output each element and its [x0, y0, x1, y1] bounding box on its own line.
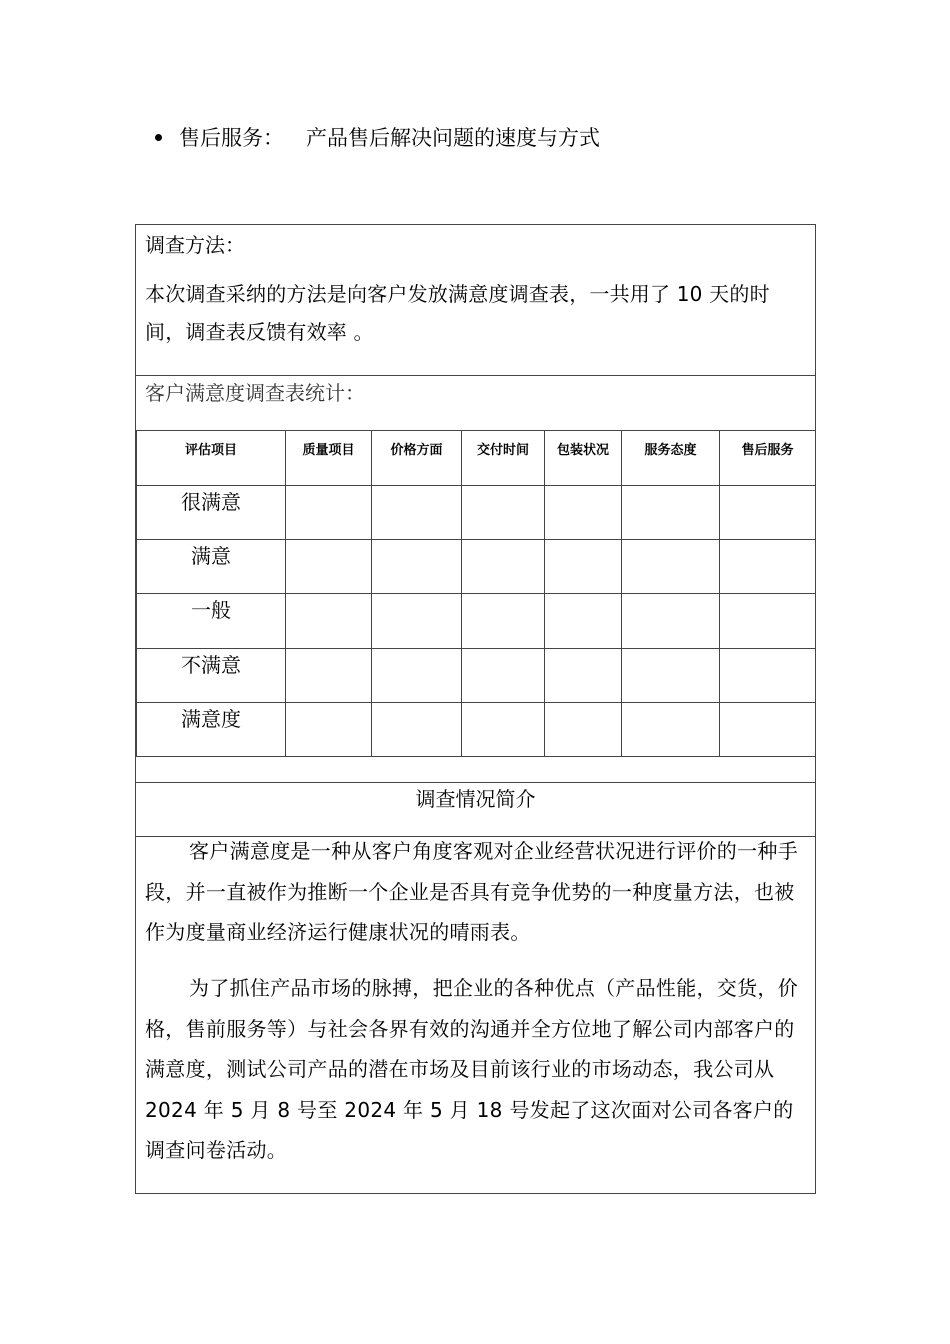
table-cell: [286, 540, 372, 594]
table-cell: [462, 486, 545, 540]
table-cell: [720, 702, 816, 756]
header-cell: 价格方面: [372, 431, 462, 486]
table-row: [137, 594, 816, 648]
row-label: 一般: [137, 594, 286, 648]
intro-paragraph-2: 为了抓住产品市场的脉搏，把企业的各种优点（产品性能，交货，价格，售前服务等）与社会各界有效的沟通并全方位地了解公司内部客户的满意度，测试公司产品的潜在市场及目前该行业的市场动态，我公司从 2024 年 5 月 8 号至 2024 年 5 月 18 号发起了这次面对公司各客户的调查问卷活动。: [145, 976, 798, 1162]
table-cell: [622, 594, 720, 648]
table-cell: [545, 486, 622, 540]
table-cell: [286, 594, 372, 648]
survey-frame: [135, 224, 816, 1194]
table-cell: [622, 540, 720, 594]
table-row: [137, 702, 816, 756]
table-cell: [720, 594, 816, 648]
table-cell: [720, 540, 816, 594]
table-cell: [286, 702, 372, 756]
row-label: 不满意: [137, 648, 286, 702]
table-cell: [622, 702, 720, 756]
table-cell: [462, 594, 545, 648]
bullet-icon: [155, 134, 162, 141]
table-cell: [372, 702, 462, 756]
table-cell: [462, 702, 545, 756]
table-cell: [622, 486, 720, 540]
table-row: [137, 648, 816, 702]
table-cell: [372, 648, 462, 702]
table-cell: [545, 648, 622, 702]
table-cell: [372, 594, 462, 648]
satisfaction-table: [136, 430, 816, 757]
table-cell: [622, 648, 720, 702]
table-cell: [286, 648, 372, 702]
row-label: 满意度: [137, 702, 286, 756]
table-header-row: [137, 431, 816, 486]
table-cell: [720, 486, 816, 540]
bullet-label: 售后服务：: [179, 126, 284, 150]
intro-paragraph-1: 客户满意度是一种从客户角度客观对企业经营状况进行评价的一种手段，并一直被作为推断一个企业是否具有竞争优势的一种度量方法，也被作为度量商业经济运行健康状况的晴雨表。: [145, 839, 798, 944]
stats-title: 客户满意度调查表统计：: [145, 381, 365, 405]
table-cell: [545, 594, 622, 648]
table-cell: [720, 648, 816, 702]
header-cell: 交付时间: [462, 431, 545, 486]
header-cell: 评估项目: [137, 431, 286, 486]
method-title: 调查方法：: [145, 233, 245, 257]
header-cell: 质量项目: [286, 431, 372, 486]
table-row: [137, 486, 816, 540]
row-label: 满意: [137, 540, 286, 594]
table-row: [137, 540, 816, 594]
table-cell: [286, 486, 372, 540]
header-cell: 售后服务: [720, 431, 816, 486]
header-cell: 包装状况: [545, 431, 622, 486]
header-cell: 服务态度: [622, 431, 720, 486]
table-cell: [372, 540, 462, 594]
row-label: 很满意: [137, 486, 286, 540]
bullet-item: [155, 122, 600, 152]
divider: [136, 375, 815, 376]
intro-title: 调查情况简介: [415, 787, 536, 811]
method-text: 本次调查采纳的方法是向客户发放满意度调查表，一共用了 10 天的时间，调查表反馈有效率 。: [145, 282, 770, 344]
table-cell: [545, 540, 622, 594]
table-cell: [462, 648, 545, 702]
table-cell: [545, 702, 622, 756]
table-cell: [372, 486, 462, 540]
bullet-text: 产品售后解决问题的速度与方式: [306, 126, 600, 150]
table-cell: [462, 540, 545, 594]
